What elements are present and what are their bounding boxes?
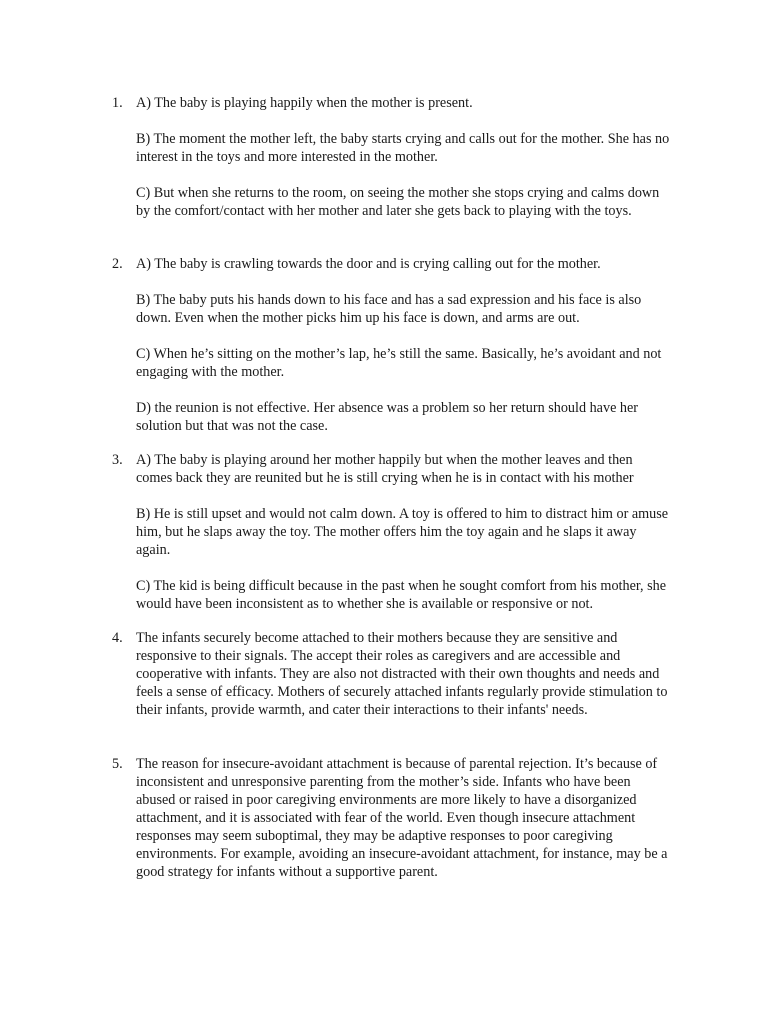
item-body	[136, 255, 672, 435]
list-item-2	[112, 255, 672, 435]
list-item-4	[112, 629, 672, 719]
item-number: 3.	[112, 452, 123, 468]
paragraph: A) The baby is playing around her mother happily but when the mother leaves and then comes back they are reunited but he is still crying when he is in contact with his mother	[136, 452, 634, 486]
item-number: 2.	[112, 256, 123, 272]
paragraph: A) The baby is crawling towards the door and is crying calling out for the mother.	[136, 256, 601, 272]
paragraph: A) The baby is playing happily when the mother is present.	[136, 95, 473, 111]
list-item-1	[112, 94, 672, 220]
item-body	[136, 451, 672, 613]
list-item-5	[112, 755, 672, 881]
item-body	[136, 94, 672, 220]
item-number: 5.	[112, 756, 123, 772]
paragraph: The infants securely become attached to their mothers because they are sensitive and responsive to their signals. The accept their roles as caregivers and are accessible and cooperative with infants. They are also not distracted with their own thoughts and needs and feels a sense of efficacy. Mothers of securely attached infants regularly provide stimulation to their infants, provide warmth, and cater their interactions to their infants' needs.	[136, 630, 668, 718]
paragraph: B) He is still upset and would not calm down. A toy is offered to him to distract him or amuse him, but he slaps away the toy. The mother offers him the toy again and he slaps it away again.	[136, 506, 669, 558]
paragraph: D) the reunion is not effective. Her absence was a problem so her return should have her solution but that was not the case.	[136, 400, 639, 434]
paragraph: The reason for insecure-avoidant attachment is because of parental rejection. It’s because of inconsistent and unresponsive parenting from the mother’s side. Infants who have been abused or raised in poor caregiving environments are more likely to have a disorganized attachment, and it is associated with fear of the world. Even though insecure attachment responses may seem suboptimal, they may be adaptive responses to poor caregiving environments. For example, avoiding an insecure-avoidant attachment, for instance, may be a good strategy for infants without a supportive parent.	[136, 756, 668, 880]
paragraph: B) The moment the mother left, the baby starts crying and calls out for the mother. She has no interest in the toys and more interested in the mother.	[136, 131, 670, 165]
item-body	[136, 755, 672, 881]
paragraph: B) The baby puts his hands down to his face and has a sad expression and his face is also down. Even when the mother picks him up his face is down, and arms are out.	[136, 292, 642, 326]
item-number: 1.	[112, 95, 123, 111]
paragraph: C) The kid is being difficult because in the past when he sought comfort from his mother, she would have been inconsistent as to whether she is available or responsive or not.	[136, 578, 667, 612]
item-body	[136, 629, 672, 719]
item-number: 4.	[112, 630, 123, 646]
paragraph: C) When he’s sitting on the mother’s lap, he’s still the same. Basically, he’s avoidant and not engaging with the mother.	[136, 346, 662, 380]
list-item-3	[112, 451, 672, 613]
paragraph: C) But when she returns to the room, on seeing the mother she stops crying and calms down by the comfort/contact with her mother and later she gets back to playing with the toys.	[136, 185, 660, 219]
